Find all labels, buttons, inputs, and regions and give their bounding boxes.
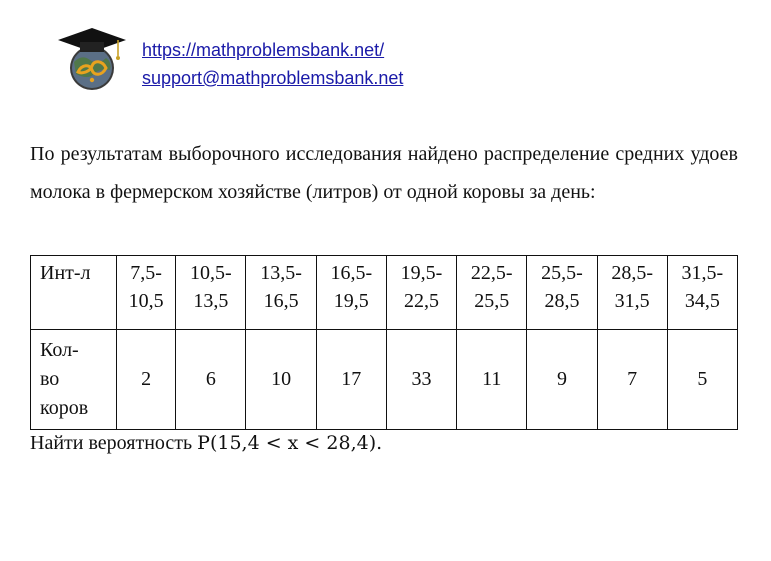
count-header: Кол- во коров xyxy=(31,330,117,430)
question-text xyxy=(30,428,382,458)
interval-header: Инт-л xyxy=(31,256,117,330)
site-link[interactable]: https://mathproblemsbank.net/ xyxy=(142,40,385,60)
probability-expression: P(15,4 < x < 28,4). xyxy=(197,432,383,454)
count-cell: 5 xyxy=(667,330,737,430)
count-cell: 33 xyxy=(386,330,456,430)
distribution-table xyxy=(30,255,738,430)
graduation-cap-logo xyxy=(56,28,128,92)
interval-row xyxy=(31,256,738,330)
contact-links xyxy=(142,36,403,92)
interval-cell: 7,5- 10,5 xyxy=(117,256,176,330)
interval-cell: 19,5- 22,5 xyxy=(386,256,456,330)
count-row xyxy=(31,330,738,430)
count-cell: 6 xyxy=(176,330,246,430)
count-cell: 9 xyxy=(527,330,597,430)
interval-cell: 31,5- 34,5 xyxy=(667,256,737,330)
count-cell: 2 xyxy=(117,330,176,430)
interval-cell: 22,5- 25,5 xyxy=(457,256,527,330)
count-cell: 17 xyxy=(316,330,386,430)
email-link[interactable]: support@mathproblemsbank.net xyxy=(142,68,404,88)
count-cell: 10 xyxy=(246,330,316,430)
count-cell: 7 xyxy=(597,330,667,430)
interval-cell: 28,5- 31,5 xyxy=(597,256,667,330)
count-cell: 11 xyxy=(457,330,527,430)
interval-cell: 10,5- 13,5 xyxy=(176,256,246,330)
question-prefix: Найти вероятность xyxy=(30,432,193,454)
problem-text: По результатам выборочного исследования найдено распределение средних удоев молока в фермерском хозяйстве (литров) от одной коровы за день: xyxy=(30,143,738,203)
interval-cell: 25,5- 28,5 xyxy=(527,256,597,330)
interval-cell: 16,5- 19,5 xyxy=(316,256,386,330)
interval-cell: 13,5- 16,5 xyxy=(246,256,316,330)
